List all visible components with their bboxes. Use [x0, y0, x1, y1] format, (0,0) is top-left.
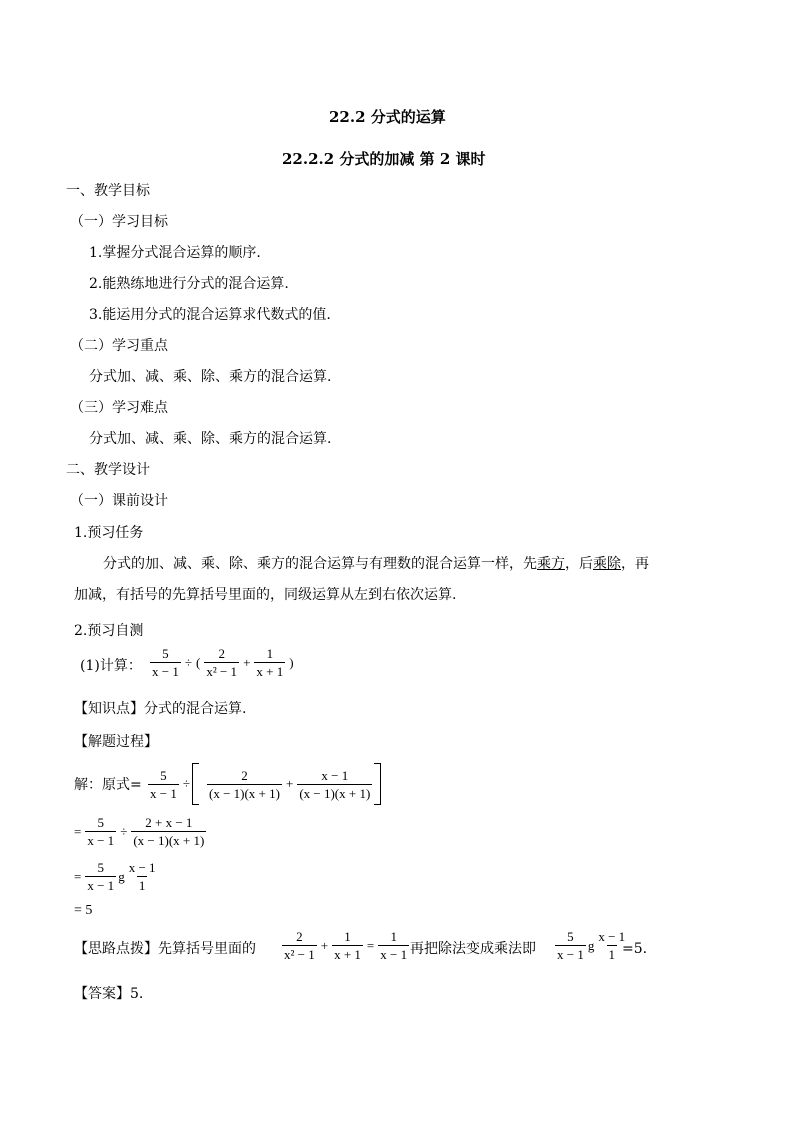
difficulty-heading: （三）学习难点 [70, 400, 168, 416]
fraction: $\frac{5}{x - 1}$ [87, 815, 115, 848]
fraction: $\frac{1}{x + 1}$ [334, 929, 361, 962]
fraction: $\frac{1}{x - 1}$ [380, 929, 408, 962]
fraction: $\frac{5}{x - 1}$ [87, 860, 115, 893]
fraction: $\frac{5}{x - 1}$ [150, 767, 177, 801]
solution-result: = 5 [74, 903, 93, 918]
hint-end: =5. [622, 941, 648, 957]
question-1-expression: $\frac{5}{x - 1}$ ÷ ( $\frac{2}{\text{x² − 1}}$ + $\frac{1}{x + 1}$ ) [152, 646, 294, 679]
solution-process-title: 【解题过程】 [74, 734, 158, 750]
left-bracket [192, 763, 199, 805]
self-test-title: 2.预习自测 [74, 623, 144, 639]
task-text-c: ，再 [621, 556, 649, 572]
difficulty-text: 分式加、减、乘、除、乘方的混合运算. [89, 431, 332, 447]
right-bracket [374, 763, 381, 805]
fraction: $\frac{x - 1}{1}$ [598, 929, 626, 962]
preview-task-paragraph-line2: 加减，有括号的先算括号里面的，同级运算从左到右依次运算. [74, 587, 457, 603]
key-points-heading: （二）学习重点 [70, 338, 168, 354]
teaching-goals-heading: 一、教学目标 [66, 183, 150, 199]
learning-goals-heading: （一）学习目标 [70, 214, 168, 230]
goal-3: 3.能运用分式的混合运算求代数式的值. [89, 307, 331, 323]
preview-task-paragraph-line1 [103, 555, 649, 573]
goal-2: 2.能熟练地进行分式的混合运算. [89, 276, 289, 292]
fraction: $\frac{x - 1}{1}$ [128, 860, 156, 893]
teaching-design-heading: 二、教学设计 [66, 462, 150, 478]
solution-step-2: = $\frac{5}{x - 1}$ ÷ $\frac{2 + x - 1}{(x - 1)(x + 1)}$ [74, 815, 205, 848]
question-1-label: (1)计算： [80, 658, 142, 674]
pre-class-heading: （一）课前设计 [70, 493, 168, 509]
solution-step-1: $\frac{5}{x - 1}$ ÷ $\frac{2}{(x - 1)(x + 1)}$ + $\frac{x - 1}{(x - 1)(x + 1)}$ [146, 763, 381, 805]
section-heading: 22.2 分式的运算 [329, 108, 446, 126]
goal-1: 1.掌握分式混合运算的顺序. [89, 245, 261, 261]
fraction: $\frac{x - 1}{(x - 1)(x + 1)}$ [299, 767, 371, 801]
key-points-text: 分式加、减、乘、除、乘方的混合运算. [89, 369, 332, 385]
lesson-heading: 22.2.2 分式的加减 第 2 课时 [282, 150, 486, 168]
hint-expression: $\frac{2}{\text{x² − 1}}$ + $\frac{1}{x + 1}$ = $\frac{1}{x - 1}$ [284, 929, 408, 962]
task-text-a: 分式的加、减、乘、除、乘方的混合运算与有理数的混合运算一样，先 [103, 556, 537, 572]
fraction: $\frac{1}{x + 1}$ [256, 646, 284, 679]
preview-task-title: 1.预习任务 [74, 525, 144, 541]
fraction: $\frac{2 + x - 1}{(x - 1)(x + 1)}$ [133, 815, 205, 848]
fraction: $\frac{2}{(x - 1)(x + 1)}$ [208, 767, 280, 801]
underlined-power: 乘方 [537, 556, 565, 572]
underlined-muldiv: 乘除 [593, 556, 621, 572]
fraction: $\frac{2}{\text{x² − 1}}$ [284, 929, 315, 962]
fraction: $\frac{2}{\text{x² − 1}}$ [206, 646, 238, 679]
fraction: $\frac{5}{x - 1}$ [557, 929, 584, 962]
task-text-b: ，后 [565, 556, 593, 572]
solution-label: 解：原式= [74, 777, 142, 793]
hint-middle: 再把除法变成乘法即 [410, 941, 536, 957]
fraction: $\frac{5}{x - 1}$ [152, 646, 179, 679]
hint-expression-2: $\frac{5}{x - 1}$ g $\frac{x - 1}{1}$ [557, 929, 626, 962]
hint-label: 【思路点拨】先算括号里面的 [74, 941, 256, 957]
solution-step-3: = $\frac{5}{x - 1}$ g $\frac{x - 1}{1}$ [74, 860, 156, 893]
knowledge-point: 【知识点】分式的混合运算. [74, 701, 247, 717]
answer: 【答案】5. [74, 986, 144, 1002]
